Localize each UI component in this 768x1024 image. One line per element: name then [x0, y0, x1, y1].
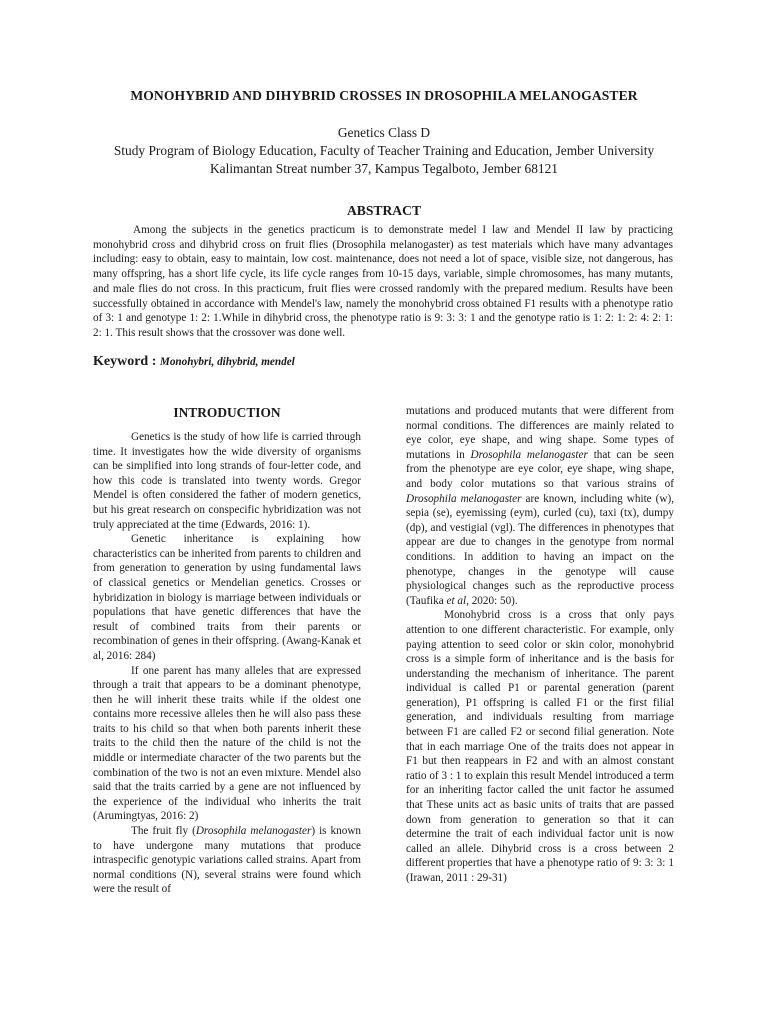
intro-paragraph-4 [93, 824, 361, 897]
keyword-values: Monohybri, dihybrid, mendel [159, 356, 295, 368]
introduction-heading: INTRODUCTION [173, 405, 281, 420]
intro-paragraph-5: Monohybrid cross is a cross that only pays attention to one different characteristic. For example, only paying attention to seed color or skin color, monohybrid cross is a simple form of inheritance and is the basis for understanding the mechanism of inheritance. The parent individual is called P1 or parental generation (parent generation), P1 offspring is called F1 or the first filial generation, and individuals resulting from marriage between F1 are called F2 or second filial generation. Note that in each marriage One of the traits does not appear in F1 but then reappears in F2 and with an almost constant ratio of 3 : 1 to explain this result Mendel introduced a term for an inheriting factor called the unit factor he assumed that These units act as basic units of traits that are passed down from generation to generation so that it can determine the trait of each individual factor unit is now called an allele. Dihybrid cross is a cross between 2 different properties that have a phenotype ratio of 9: 3: 3: 1 (Irawan, 2011 : 29-31) [406, 609, 674, 884]
left-column [93, 430, 361, 897]
text-run: are known, including white (w), sepia (se), eyemissing (eym), curled (cu), taxi (tx), dumpy (dp), and vestigial (vgl). The differences in phenotypes that appear are due to changes in the genotype from normal conditions. In addition to having an impact on the phenotype, changes in the genotype will cause physiological changes such as the reproductive process (Taufika [406, 492, 674, 607]
right-column [406, 404, 674, 886]
intro-paragraph-1: Genetics is the study of how life is carried through time. It investigates how the wide diversity of organisms can be simplified into long strands of four-letter code, and how this code is translated into twenty words. Gregor Mendel is often considered the father of modern genetics, but his great research on conspecific hybridization was not truly appreciated at the time (Edwards, 2016: 1). [93, 431, 361, 531]
intro-paragraph-2: Genetic inheritance is explaining how characteristics can be inherited from parents to children and from generation to generation by using fundamental laws of classical genetics or Mendelian genetics. Crosses or hybridization in biology is marriage between individuals or populations that have genetic differences that have the result of combined traits from their parents or recombination of genes in their offspring. (Awang-Kanak et al, 2016: 284) [93, 533, 361, 662]
species-name: Drosophila melanogaster [195, 825, 312, 838]
institution-line: Study Program of Biology Education, Faculty of Teacher Training and Education, Jember University [113, 143, 655, 158]
species-name: Drosophila melanogaster [406, 492, 522, 505]
address-line: Kalimantan Streat number 37, Kampus Tegalboto, Jember 68121 [209, 161, 558, 176]
paper-title: MONOHYBRID AND DIHYBRID CROSSES IN DROSOPHILA MELANOGASTER [130, 88, 638, 103]
intro-paragraph-3: If one parent has many alleles that are expressed through a trait that appears to be a dominant phenotype, then he will inherit these traits while if the oldest one contains more recessive alleles then he will also pass these traits to his child so that when both parents inherit these traits to the child then the nature of the child is not the middle or intermediate character of the two parents but the combination of the two is not an even mixture. Mendel also said that the traits carried by a gene are not influenced by the experience of the individual who inherits the trait (Arumingtyas, 2016: 2) [93, 664, 361, 823]
text-run: ) is known to have undergone many mutations that produce intraspecific genotypic variations called strains. Apart from normal conditions (N), several strains were found which were the result of [93, 825, 361, 896]
text-run: The fruit fly ( [131, 825, 196, 838]
author-line: Genetics Class D [337, 125, 431, 140]
species-name: Drosophila melanogaster [470, 448, 588, 461]
text-run: mutations and produced mutants that were different from normal conditions. The differences are mainly related to eye color, eye shape, and wing shape. Some types of mutations in [406, 405, 674, 461]
keyword-label: Keyword : [93, 354, 157, 369]
abstract-heading: ABSTRACT [346, 203, 422, 218]
et-al: et al [446, 594, 467, 607]
text-run: that can be seen from the phenotype are eye color, eye shape, wing shape, and body color mutations so that various strains of [406, 448, 674, 490]
intro-paragraph-4-continued [406, 404, 674, 608]
keyword-line [93, 354, 295, 370]
text-run: , 2020: 50). [466, 594, 518, 607]
abstract-text: Among the subjects in the genetics practicum is to demonstrate medel I law and Mendel II law by practicing monohybrid cross and dihybrid cross on fruit flies (Drosophila melanogaster) as test materials which have many advantages including: easy to obtain, easy to maintain, low cost. maintenance, does not need a lot of space, visible size, not dangerous, has many offspring, has a short life cycle, its life cycle ranges from 10-15 days, variable, simple chromosomes, has many mutants, and male flies do not cross. In this practicum, fruit flies were crossed randomly with the prepared medium. Results have been successfully obtained in accordance with Mendel's law, namely the monohybrid cross obtained F1 results with a phenotype ratio of 3: 1 and genotype 1: 2: 1.While in dihybrid cross, the phenotype ratio is 9: 3: 3: 1 and the genotype ratio is 1: 2: 1: 2: 4: 2: 1: 2: 1. This result shows that the crossover was done well. [93, 224, 673, 339]
